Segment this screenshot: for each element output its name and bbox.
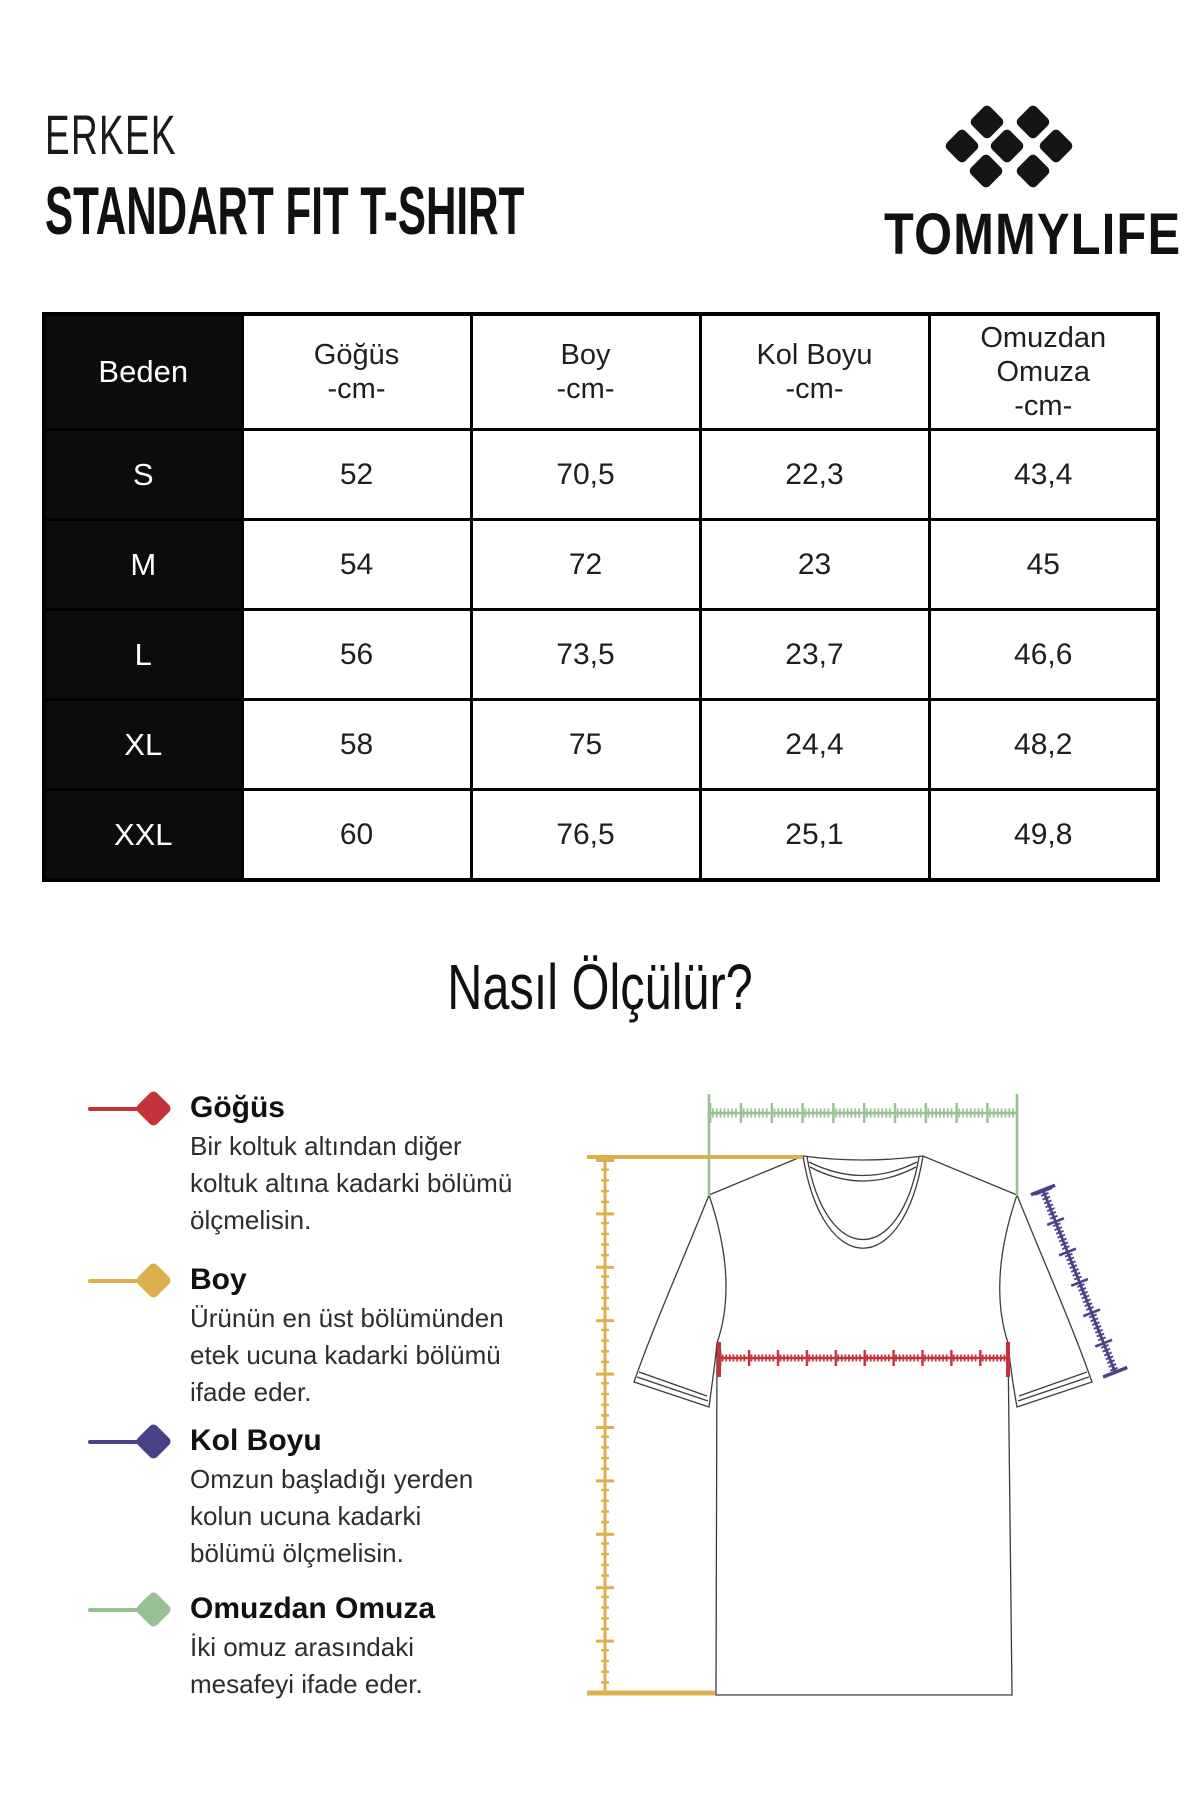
size-row-l: [44, 610, 1158, 700]
size-row-m: [44, 520, 1158, 610]
legend-desc-line: etek ucuna kadarki bölümü: [190, 1340, 501, 1370]
tshirt-outline: [634, 1156, 1092, 1695]
legend-label: Omuzdan Omuza: [190, 1592, 436, 1625]
brand-name: TOMMYLIFE: [884, 202, 1182, 267]
legend-desc-line: ifade eder.: [190, 1377, 312, 1407]
size-label: M: [44, 520, 242, 610]
sleeve-value: 25,1: [700, 790, 929, 881]
column-header-sleeve: [700, 314, 929, 430]
tommylife-diamonds-icon: [860, 100, 1160, 195]
length-value: 73,5: [471, 610, 700, 700]
legend-label: Boy: [190, 1263, 247, 1296]
chest-value: 58: [242, 700, 471, 790]
column-unit: -cm-: [556, 373, 615, 405]
logo-diamond-icon: [1038, 128, 1075, 165]
size-label: XXL: [44, 790, 242, 881]
size-row-s: [44, 430, 1158, 520]
section-title: Nasıl Ölçülür?: [447, 951, 753, 1023]
shoulder-value: 46,6: [929, 610, 1158, 700]
size-label: XL: [44, 700, 242, 790]
sleeve-diamond-icon: [134, 1422, 172, 1460]
shoulder-value: 49,8: [929, 790, 1158, 881]
product-title: STANDART FIT T-SHIRT: [45, 173, 525, 249]
logo-diamond-icon: [944, 128, 981, 165]
logo-diamond-icon: [968, 153, 1005, 190]
shoulder-diamond-icon: [134, 1590, 172, 1628]
column-header-chest: [242, 314, 471, 430]
chest-value: 56: [242, 610, 471, 700]
sleeve-value: 22,3: [700, 430, 929, 520]
length-value: 76,5: [471, 790, 700, 881]
column-header-shoulder: [929, 314, 1158, 430]
column-label: Boy: [560, 339, 611, 371]
legend-desc-line: İki omuz arasındaki: [190, 1632, 414, 1662]
legend-desc-line: Bir koltuk altından diğer: [190, 1131, 462, 1161]
column-label: Göğüs: [313, 339, 400, 371]
size-row-xl: [44, 700, 1158, 790]
header-row: [44, 314, 1158, 430]
legend-label: Göğüs: [190, 1091, 285, 1124]
legend-item-chest: [0, 1088, 560, 1258]
size-chart-table: [42, 312, 1160, 882]
size-label: S: [44, 430, 242, 520]
legend-desc-line: Ürünün en üst bölümünden: [190, 1303, 504, 1333]
legend-item-shoulder: [0, 1589, 560, 1759]
chest-value: 54: [242, 520, 471, 610]
tshirt-diagram-svg: [540, 1060, 1160, 1760]
legend-desc-line: mesafeyi ifade eder.: [190, 1669, 423, 1699]
size-label: L: [44, 610, 242, 700]
column-unit: -cm-: [327, 373, 386, 405]
legend-desc-line: koltuk altına kadarki bölümü: [190, 1168, 513, 1198]
column-header-size: Beden: [44, 314, 242, 430]
logo-diamond-icon: [1015, 104, 1052, 141]
length-diamond-icon: [134, 1261, 172, 1299]
chest-diamond-icon: [134, 1089, 172, 1127]
column-label: Kol Boyu: [756, 339, 873, 371]
logo-diamond-icon: [1015, 153, 1052, 190]
column-unit: -cm-: [785, 373, 844, 405]
size-row-xxl: [44, 790, 1158, 881]
chest-value: 60: [242, 790, 471, 881]
column-label: Omuzdan Omuza: [980, 322, 1107, 388]
legend-desc-line: bölümü ölçmelisin.: [190, 1538, 404, 1568]
legend-item-length: [0, 1260, 560, 1430]
sleeve-value: 23,7: [700, 610, 929, 700]
legend-desc-line: ölçmelisin.: [190, 1205, 312, 1235]
chest-value: 52: [242, 430, 471, 520]
legend-item-sleeve: [0, 1421, 560, 1591]
length-value: 70,5: [471, 430, 700, 520]
column-unit: -cm-: [1014, 390, 1073, 422]
shoulder-value: 43,4: [929, 430, 1158, 520]
legend-label: Kol Boyu: [190, 1424, 322, 1457]
shoulder-value: 48,2: [929, 700, 1158, 790]
length-value: 75: [471, 700, 700, 790]
shoulder-value: 45: [929, 520, 1158, 610]
sleeve-value: 24,4: [700, 700, 929, 790]
category-title: ERKEK: [45, 103, 177, 166]
legend-desc-line: kolun ucuna kadarki: [190, 1501, 422, 1531]
brand-logo: [860, 100, 1182, 268]
sleeve-value: 23: [700, 520, 929, 610]
legend-desc-line: Omzun başladığı yerden: [190, 1464, 474, 1494]
tshirt-measurement-diagram: [540, 1060, 1160, 1760]
column-header-length: [471, 314, 700, 430]
length-value: 72: [471, 520, 700, 610]
